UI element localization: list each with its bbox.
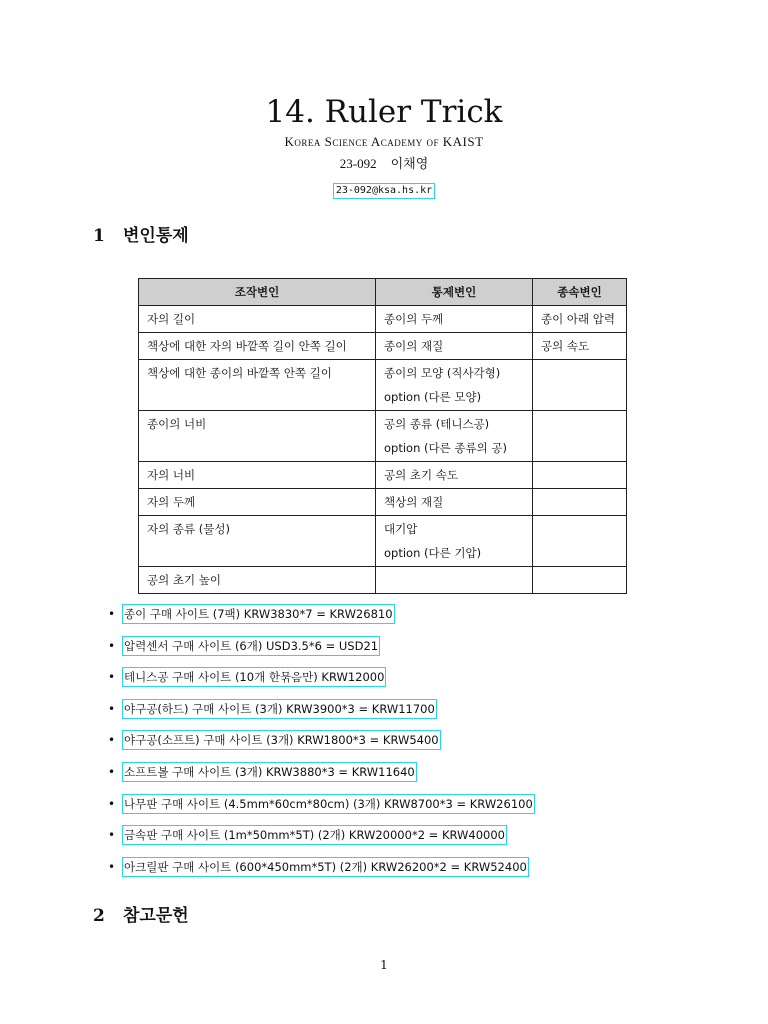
- list-item: [108, 699, 535, 731]
- section-heading-variables: [93, 224, 189, 248]
- cell-line: 공의 초기 속도: [384, 468, 458, 482]
- list-item: [108, 762, 535, 794]
- table-cell: 공의 속도: [533, 333, 627, 360]
- bullet-icon: •: [108, 828, 116, 843]
- table-header-row: [139, 279, 627, 306]
- header-manipulated-variable: 조작변인: [139, 279, 376, 306]
- table-row: [139, 360, 627, 411]
- header-controlled-variable: 통제변인: [376, 279, 533, 306]
- purchase-link[interactable]: 야구공(하드) 구매 사이트 (3개) KRW3900*3 = KRW11700: [122, 699, 437, 719]
- email-link[interactable]: 23-092@ksa.hs.kr: [333, 183, 435, 199]
- email-container: [0, 178, 768, 199]
- table-cell: 자의 두께: [139, 489, 376, 516]
- header-dependent-variable: 종속변인: [533, 279, 627, 306]
- bullet-icon: •: [108, 670, 116, 685]
- table-cell: 종이의 너비: [139, 411, 376, 462]
- section-title: 변인통제: [123, 226, 189, 246]
- list-item: [108, 857, 535, 889]
- table-cell: [376, 462, 533, 489]
- affiliation: Korea Science Academy of KAIST: [284, 134, 484, 149]
- table-row: [139, 333, 627, 360]
- purchase-link[interactable]: 압력센서 구매 사이트 (6개) USD3.5*6 = USD21: [122, 636, 380, 656]
- bullet-icon: •: [108, 638, 116, 653]
- table-cell: 자의 종류 (물성): [139, 516, 376, 567]
- table-cell: 종이 아래 압력: [533, 306, 627, 333]
- table-cell: [376, 567, 533, 594]
- table-cell: [533, 360, 627, 411]
- table-row: [139, 462, 627, 489]
- cell-line-option: option (다른 기압): [384, 546, 482, 560]
- section-heading-references: [93, 904, 189, 928]
- purchase-link[interactable]: 금속판 구매 사이트 (1m*50mm*5T) (2개) KRW20000*2 = KRW40000: [122, 825, 507, 845]
- cell-line: 공의 종류 (테니스공): [384, 417, 490, 431]
- variables-table: [138, 278, 627, 594]
- section-number: 2: [93, 906, 105, 926]
- cell-line-option: option (다른 모양): [384, 390, 482, 404]
- cell-line: 종이의 재질: [384, 339, 444, 353]
- table-row: [139, 516, 627, 567]
- cell-line: 대기압: [384, 522, 418, 536]
- purchase-link[interactable]: 아크릴판 구매 사이트 (600*450mm*5T) (2개) KRW26200*2 = KRW52400: [122, 857, 529, 877]
- table-cell: [376, 489, 533, 516]
- table-cell: [376, 360, 533, 411]
- bullet-icon: •: [108, 859, 116, 874]
- purchase-link[interactable]: 테니스공 구매 사이트 (10개 한묶음만) KRW12000: [122, 667, 386, 687]
- table-cell: 자의 너비: [139, 462, 376, 489]
- bullet-icon: •: [108, 764, 116, 779]
- table-cell: 자의 길이: [139, 306, 376, 333]
- purchase-link[interactable]: 나무판 구매 사이트 (4.5mm*60cm*80cm) (3개) KRW8700*3 = KRW26100: [122, 794, 535, 814]
- table-row: [139, 411, 627, 462]
- purchase-list: [108, 604, 535, 888]
- purchase-link[interactable]: 종이 구매 사이트 (7팩) KRW3830*7 = KRW26810: [122, 604, 395, 624]
- purchase-link[interactable]: 소프트볼 구매 사이트 (3개) KRW3880*3 = KRW11640: [122, 762, 417, 782]
- table-cell: [533, 489, 627, 516]
- table-cell: 책상에 대한 자의 바깥쪽 길이 안쪽 길이: [139, 333, 376, 360]
- cell-line-option: option (다른 종류의 공): [384, 441, 507, 455]
- list-item: [108, 604, 535, 636]
- cell-line: 책상의 재질: [384, 495, 444, 509]
- table-cell: [533, 462, 627, 489]
- table-row: [139, 306, 627, 333]
- table-cell: [376, 516, 533, 567]
- table-cell: [376, 411, 533, 462]
- table-cell: [376, 333, 533, 360]
- cell-line: 종이의 두께: [384, 312, 444, 326]
- author-id: 23-092: [339, 156, 377, 171]
- purchase-link[interactable]: 야구공(소프트) 구매 사이트 (3개) KRW1800*3 = KRW5400: [122, 730, 441, 750]
- list-item: [108, 636, 535, 668]
- table-cell: 공의 초기 높이: [139, 567, 376, 594]
- document-title: 14. Ruler Trick: [265, 94, 503, 130]
- table-cell: 책상에 대한 종이의 바깥쪽 안쪽 길이: [139, 360, 376, 411]
- bullet-icon: •: [108, 733, 116, 748]
- author-line: [0, 154, 768, 174]
- list-item: [108, 794, 535, 826]
- table-cell: [533, 516, 627, 567]
- table-row: [139, 489, 627, 516]
- bullet-icon: •: [108, 796, 116, 811]
- bullet-icon: •: [108, 701, 116, 716]
- author-name: 이채영: [390, 156, 429, 171]
- table-cell: [533, 567, 627, 594]
- table-cell: [376, 306, 533, 333]
- list-item: [108, 825, 535, 857]
- cell-line: 종이의 모양 (직사각형): [384, 366, 501, 380]
- section-number: 1: [93, 226, 105, 246]
- page-number: 1: [380, 958, 388, 972]
- table-cell: [533, 411, 627, 462]
- table-row: [139, 567, 627, 594]
- list-item: [108, 667, 535, 699]
- list-item: [108, 730, 535, 762]
- bullet-icon: •: [108, 607, 116, 621]
- section-title: 참고문헌: [123, 906, 189, 926]
